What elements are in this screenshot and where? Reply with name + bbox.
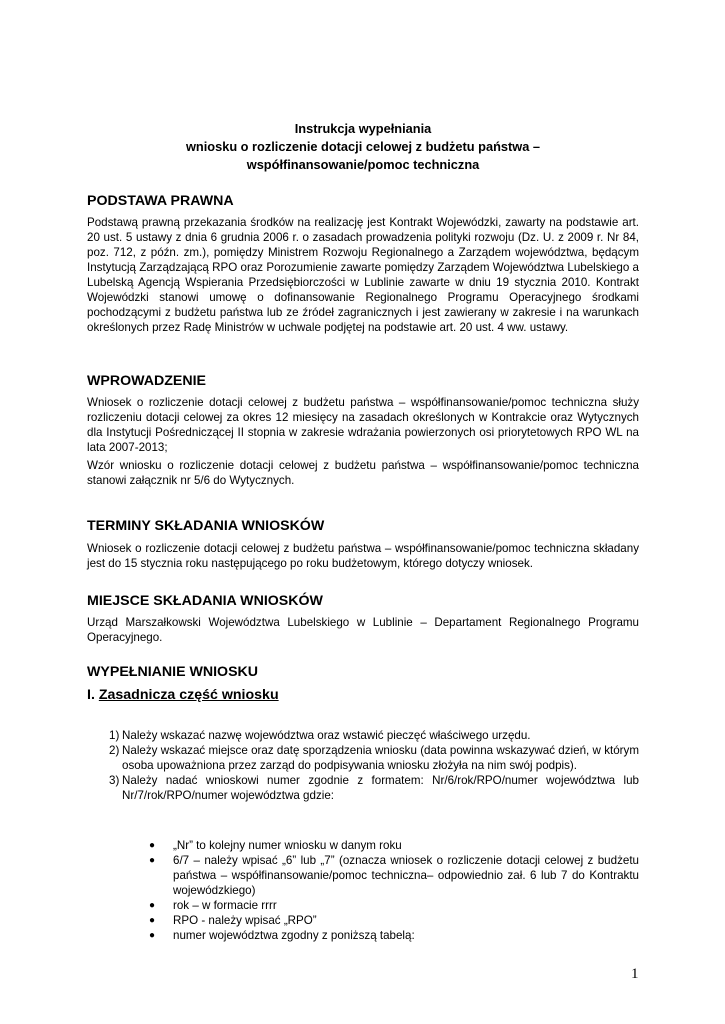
subheading-prefix: I. <box>87 687 99 703</box>
bullet-item <box>87 928 639 943</box>
subheading-zasadnicza-czesc <box>87 687 279 703</box>
page-number: 1 <box>631 966 639 982</box>
bullet-list <box>87 838 639 943</box>
bullet-item-text: 6/7 – należy wpisać „6” lub „7” (oznacza wniosek o rozliczenie dotacji celowej z budżetu państwa – współfinansowanie/pomoc techniczna– odpowiednio zał. 6 lub 7 do Kontraktu wojewódzkiego) <box>173 854 639 897</box>
bullet-item-text: rok – w formacie rrrr <box>173 899 277 912</box>
title-line-3: współfinansowanie/pomoc techniczna <box>246 157 480 172</box>
heading-miejsce: MIEJSCE SKŁADANIA WNIOSKÓW <box>87 593 323 609</box>
numbered-list <box>87 728 639 803</box>
bullet-icon: ● <box>149 930 156 941</box>
heading-wypelnianie: WYPEŁNIANIE WNIOSKU <box>87 664 259 680</box>
bullet-item <box>87 853 639 898</box>
bullet-item-text: RPO - należy wpisać „RPO” <box>173 914 317 927</box>
title-line-2: wniosku o rozliczenie dotacji celowej z budżetu państwa – <box>185 139 541 154</box>
bullet-item <box>87 913 639 928</box>
bullet-item-text: „Nr” to kolejny numer wniosku w danym roku <box>173 839 402 852</box>
paragraph-wprowadzenie-1: Wniosek o rozliczenie dotacji celowej z budżetu państwa – współfinansowanie/pomoc techniczna służy rozliczeniu dotacji celowej za okres 12 miesięcy na zasadach określonych w Kontrakcie oraz Wytycznych dla Instytucji Pośredniczącej II stopnia w zakresie wdrażania powierzonych osi priorytetowych RPO WL na lata 2007-2013; <box>87 396 639 454</box>
bullet-icon: ● <box>149 855 156 866</box>
heading-podstawa-prawna: PODSTAWA PRAWNA <box>87 193 234 209</box>
bullet-icon: ● <box>149 915 156 926</box>
subheading-text: Zasadnicza część wniosku <box>98 687 279 703</box>
paragraph-podstawa-prawna: Podstawą prawną przekazania środków na realizację jest Kontrakt Wojewódzki, zawarty na podstawie art. 20 ust. 5 ustawy z dnia 6 grudnia 2006 r. o zasadach prowadzenia polityki rozwoju (Dz. U. z 2009 r. Nr 84, poz. 712, z późn. zm.), pomiędzy Ministrem Rozwoju Regionalnego a Zarządem województwa, będącym Instytucją Zarządzającą RPO oraz Porozumienie zawarte pomiędzy Zarządem Województwa Lubelskiego a Lubelską Agencją Wspierania Przedsiębiorczości w Lublinie zawarte w dniu 19 stycznia 2010. Kontrakt Wojewódzki stanowi umowę o dofinansowanie Regionalnego Programu Operacyjnego środkami pochodzącymi z budżetu państwa lub ze źródeł zagranicznych i jest zawierany w zakresie i na warunkach określonych przez Radę Ministrów w uchwale podjętej na podstawie art. 20 ust. 4 ww. ustawy. <box>87 216 639 334</box>
paragraph-wprowadzenie-2: Wzór wniosku o rozliczenie dotacji celowej z budżetu państwa – współfinansowanie/pomoc techniczna stanowi załącznik nr 5/6 do Wytycznych. <box>87 459 639 487</box>
list-item <box>87 773 639 803</box>
bullet-icon: ● <box>149 840 156 851</box>
list-number: 1) <box>109 729 120 742</box>
heading-wprowadzenie: WPROWADZENIE <box>87 373 207 389</box>
list-item <box>87 743 639 773</box>
list-item-text: Należy nadać wnioskowi numer zgodnie z formatem: Nr/6/rok/RPO/numer województwa lub Nr/7/rok/RPO/numer województwa gdzie: <box>122 774 639 802</box>
list-item-text: Należy wskazać miejsce oraz datę sporządzenia wniosku (data powinna wskazywać dzień, w którym osoba upoważniona przez zarząd do podpisywania wniosku złożyła na nim swój podpis). <box>122 744 639 772</box>
list-item-text: Należy wskazać nazwę województwa oraz wstawić pieczęć właściwego urzędu. <box>122 729 531 742</box>
heading-terminy: TERMINY SKŁADANIA WNIOSKÓW <box>87 518 325 534</box>
paragraph-terminy: Wniosek o rozliczenie dotacji celowej z budżetu państwa – współfinansowanie/pomoc techniczna składany jest do 15 stycznia roku następującego po roku budżetowym, którego dotyczy wniosek. <box>87 542 639 570</box>
title-line-1: Instrukcja wypełniania <box>294 121 432 136</box>
list-item <box>87 728 639 743</box>
bullet-item <box>87 838 639 853</box>
paragraph-miejsce: Urząd Marszałkowski Województwa Lubelskiego w Lublinie – Departament Regionalnego Programu Operacyjnego. <box>87 616 639 644</box>
bullet-icon: ● <box>149 900 156 911</box>
list-number: 3) <box>109 774 120 787</box>
document-title <box>87 120 639 174</box>
bullet-item <box>87 898 639 913</box>
bullet-item-text: numer województwa zgodny z poniższą tabelą: <box>173 929 415 942</box>
list-number: 2) <box>109 744 120 757</box>
